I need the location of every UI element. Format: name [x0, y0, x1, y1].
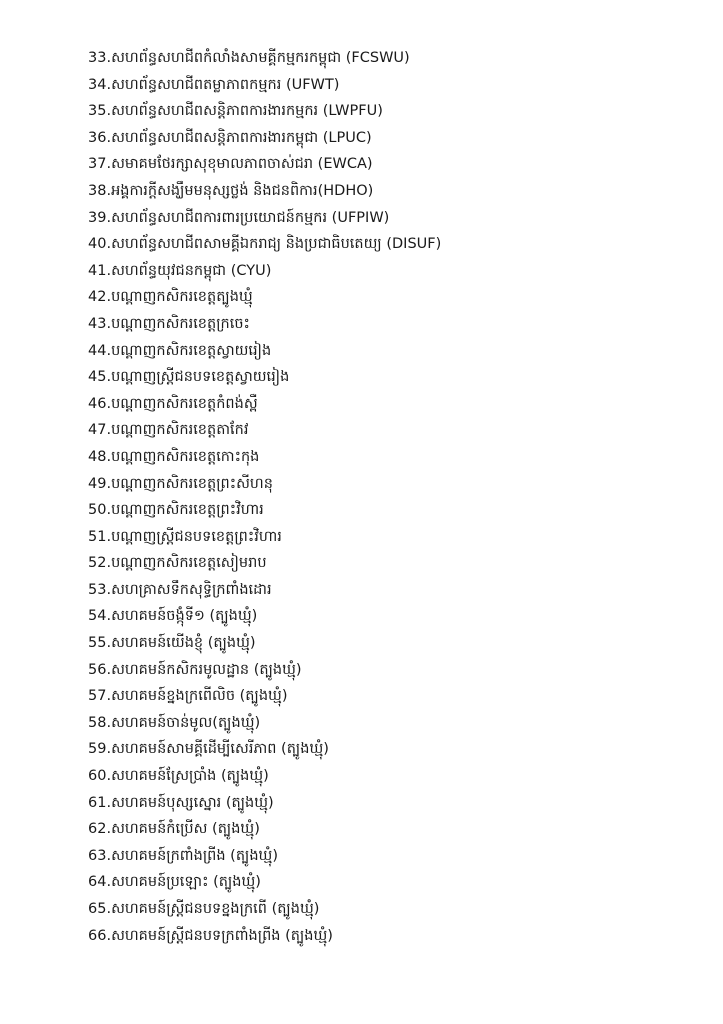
item-number: 48. [88, 448, 112, 465]
list-item [88, 869, 688, 896]
list-item [88, 151, 688, 178]
list-item [88, 843, 688, 870]
item-text: សហគមន៍យើងខ្ញុំ (ត្បូងឃ្មុំ) [111, 635, 256, 652]
list-item [88, 284, 688, 311]
item-number: 57. [88, 688, 112, 705]
item-number: 53. [88, 581, 112, 598]
organization-list [88, 45, 688, 949]
item-number: 61. [88, 794, 112, 811]
list-item [88, 497, 688, 524]
item-number: 37. [88, 156, 112, 173]
item-text: សហគមន៍កសិករមូលដ្ឋាន (ត្បូងឃ្មុំ) [111, 661, 302, 678]
item-text: សហគមន៍សាមគ្គីដើម្បីសេរីភាព (ត្បូងឃ្មុំ) [111, 741, 329, 758]
list-item [88, 178, 688, 205]
list-item [88, 338, 688, 365]
item-text: សហគមន៍បុស្សស្នោរ (ត្បូងឃ្មុំ) [111, 794, 274, 811]
item-number: 49. [88, 475, 112, 492]
item-text: បណ្តាញកសិករខេត្តកោះកុង [111, 448, 260, 465]
item-number: 47. [88, 422, 112, 439]
item-text: សហព័ន្ធសហជីពតម្លាភាពកម្មករ (UFWT) [111, 76, 340, 93]
item-number: 56. [88, 661, 112, 678]
item-number: 50. [88, 502, 112, 519]
item-number: 42. [88, 289, 112, 306]
item-text: សហគមន៍ប្រឡោះ (ត្បូងឃ្មុំ) [111, 874, 261, 891]
list-item [88, 258, 688, 285]
list-item [88, 98, 688, 125]
list-item [88, 816, 688, 843]
list-item [88, 311, 688, 338]
list-item [88, 710, 688, 737]
item-text: សហគមន៍ចាន់មូល(ត្បូងឃ្មុំ) [111, 714, 261, 731]
item-text: បណ្តាញកសិករខេត្តព្រះសីហនុ [111, 475, 273, 492]
item-text: សហព័ន្ធសហជីពសន្តិភាពការងារកម្ពុជា (LPUC) [111, 129, 372, 146]
item-text: បណ្តាញកសិករខេត្តស្វាយរៀង [111, 342, 272, 359]
item-number: 62. [88, 821, 112, 838]
item-number: 58. [88, 714, 112, 731]
item-text: បណ្តាញកសិករខេត្តសៀមរាប [111, 555, 267, 572]
item-text: បណ្តាញស្ត្រីជនបទខេត្តស្វាយរៀង [111, 369, 290, 386]
item-text: សហគមន៍ខ្នងក្រពើលិច (ត្បូងឃ្មុំ) [111, 688, 288, 705]
list-item [88, 736, 688, 763]
item-text: អង្គការក្តីសង្ឃឹមមនុស្សថ្លង់ និងជនពិការ(HDHO) [111, 182, 374, 199]
item-number: 64. [88, 874, 112, 891]
item-text: បណ្តាញកសិករខេត្តកំពង់ស្ពឺ [111, 395, 258, 412]
item-number: 34. [88, 76, 112, 93]
item-text: សហគមន៍ស្ត្រីជនបទក្រពាំងព្រីង (ត្បូងឃ្មុំ) [111, 927, 333, 944]
item-number: 38. [88, 182, 112, 199]
item-text: បណ្តាញកសិករខេត្តព្រះវិហារ [111, 502, 264, 519]
list-item [88, 471, 688, 498]
item-number: 44. [88, 342, 112, 359]
list-item [88, 657, 688, 684]
list-item [88, 790, 688, 817]
item-number: 52. [88, 555, 112, 572]
item-number: 46. [88, 395, 112, 412]
list-item [88, 524, 688, 551]
item-number: 59. [88, 741, 112, 758]
list-item [88, 417, 688, 444]
item-text: សហគមន៍ស្រែប្រាំង (ត្បូងឃ្មុំ) [111, 768, 269, 785]
list-item [88, 550, 688, 577]
item-number: 60. [88, 768, 112, 785]
list-item [88, 603, 688, 630]
item-number: 35. [88, 103, 112, 120]
list-item [88, 683, 688, 710]
item-number: 40. [88, 236, 112, 253]
list-item [88, 72, 688, 99]
list-item [88, 630, 688, 657]
item-number: 43. [88, 315, 112, 332]
item-text: សមាគមថែរក្សាសុខុមាលភាពចាស់ជរា (EWCA) [111, 156, 373, 173]
item-text: សហព័ន្ធសហជីពសន្តិភាពការងារកម្មករ (LWPFU) [111, 103, 383, 120]
list-item [88, 364, 688, 391]
item-text: បណ្តាញកសិករខេត្តក្រចេះ [111, 315, 250, 332]
list-item [88, 763, 688, 790]
item-text: សហព័ន្ធយុវជនកម្ពុជា (CYU) [111, 262, 272, 279]
item-number: 66. [88, 927, 112, 944]
item-text: បណ្តាញកសិករខេត្តត្បូងឃ្មុំ [111, 289, 253, 306]
list-item [88, 45, 688, 72]
item-number: 45. [88, 369, 112, 386]
item-number: 54. [88, 608, 112, 625]
item-text: សហគមន៍ស្ត្រីជនបទខ្នងក្រពើ (ត្បូងឃ្មុំ) [111, 901, 320, 917]
list-item [88, 391, 688, 418]
list-item [88, 577, 688, 604]
item-number: 36. [88, 129, 112, 146]
item-text: បណ្តាញស្ត្រីជនបទខេត្តព្រះវិហារ [111, 528, 282, 545]
item-number: 33. [88, 50, 112, 66]
item-text: បណ្តាញកសិករខេត្តតាកែវ [111, 422, 249, 439]
item-text: សហគ្រាសទឹកសុទ្ធិក្រពាំងដោរ [111, 581, 272, 598]
list-item [88, 231, 688, 258]
list-item [88, 205, 688, 232]
item-text: សហគមន៍ចង្កុំទី១ (ត្បូងឃ្មុំ) [111, 608, 258, 625]
item-number: 41. [88, 262, 112, 279]
item-text: សហគមន៍ក្រពាំងព្រីង (ត្បូងឃ្មុំ) [111, 847, 279, 864]
list-item [88, 125, 688, 152]
item-text: សហគមន៍កំប្រើស (ត្បូងឃ្មុំ) [111, 821, 260, 838]
item-text: សហព័ន្ធសហជីពការពារប្រយោជន៍កម្មករ (UFPIW) [111, 209, 390, 226]
item-text: សហព័ន្ធសហជីពកំលាំងសាមគ្គីកម្មករកម្ពុជា (FCSWU) [111, 50, 410, 66]
item-number: 65. [88, 901, 112, 917]
item-number: 51. [88, 528, 112, 545]
item-number: 55. [88, 635, 112, 652]
list-item [88, 923, 688, 950]
list-item [88, 444, 688, 471]
item-number: 39. [88, 209, 112, 226]
item-text: សហព័ន្ធសហជីពសាមគ្គីឯករាជ្យ និងប្រជាធិបតេយ្យ (DISUF) [111, 236, 442, 253]
item-number: 63. [88, 847, 112, 864]
list-item [88, 896, 688, 923]
